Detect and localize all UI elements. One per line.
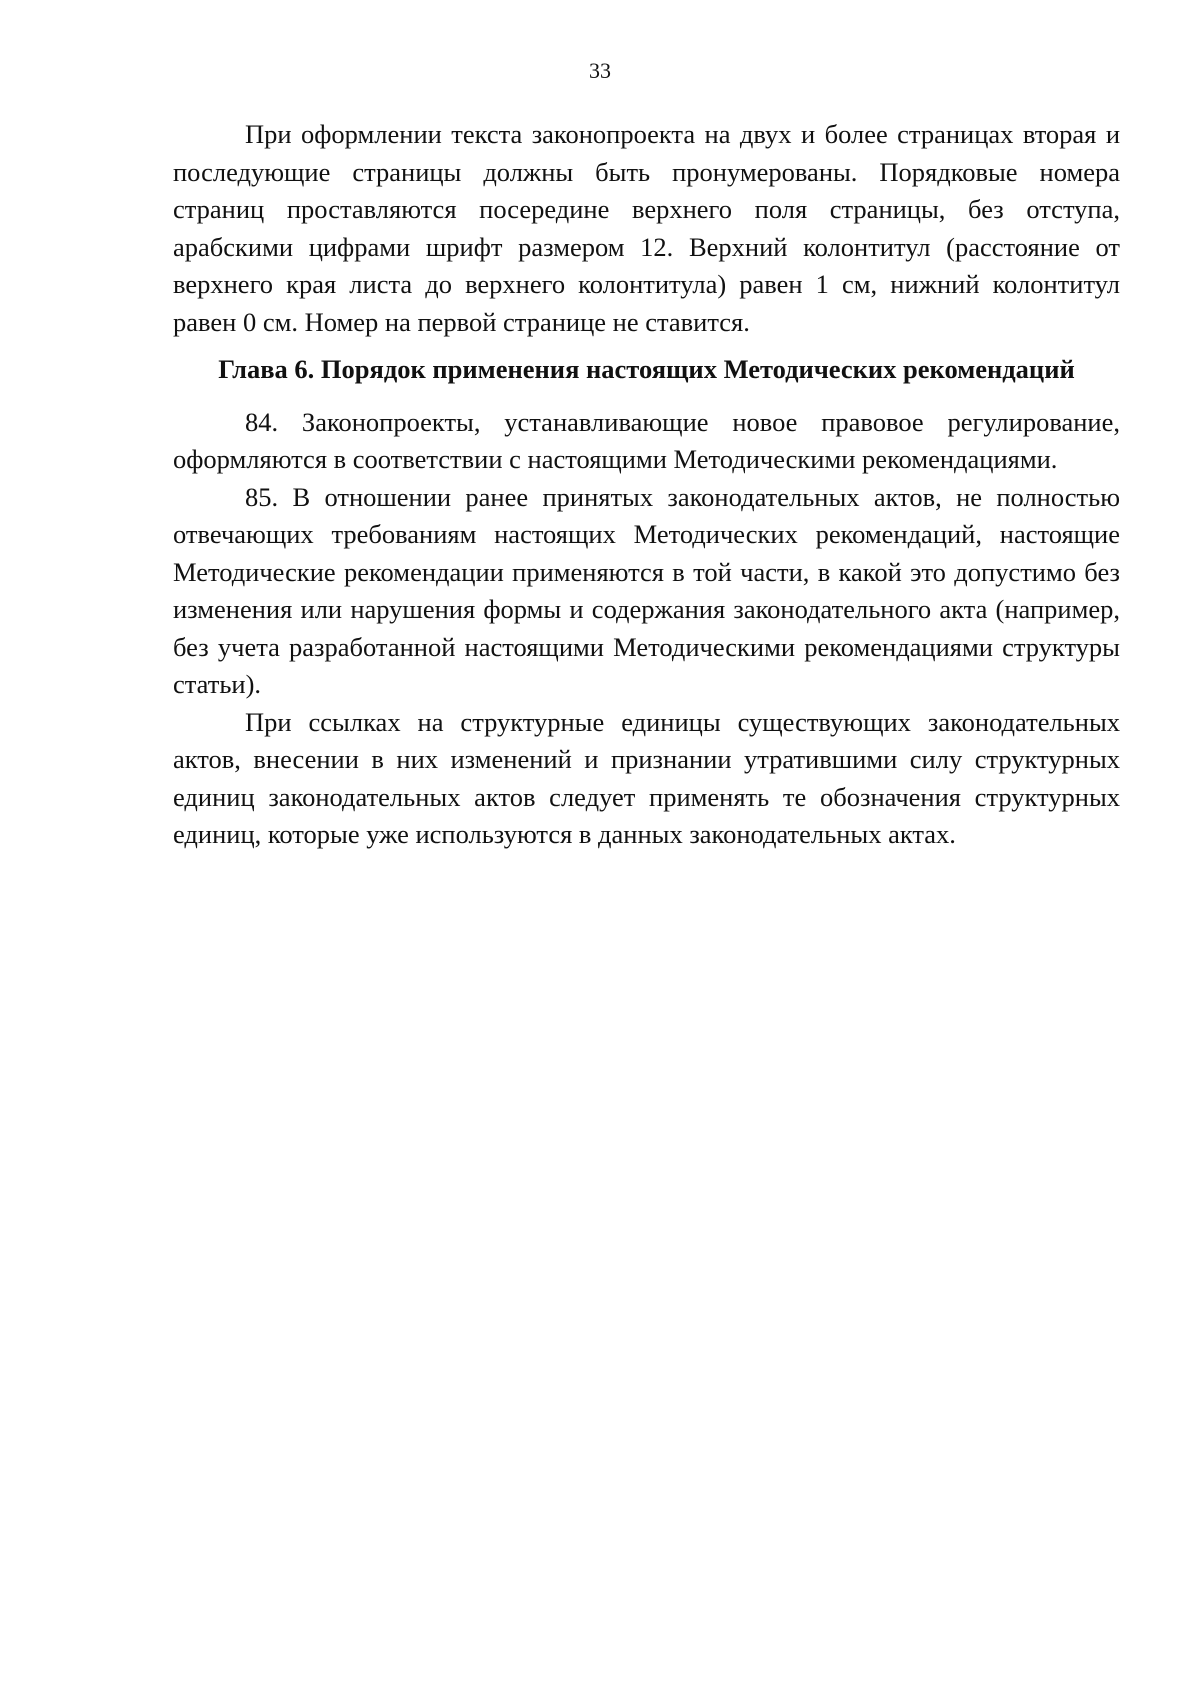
paragraph-references: При ссылках на структурные единицы существующих законодательных актов, внесении в них изменений и признании утратившими силу структурных единиц законодательных актов следует применять те обозначения структурных единиц, которые уже используются в данных законодательных актах.	[173, 706, 1120, 849]
paragraph-item-85: 85. В отношении ранее принятых законодательных актов, не полностью отвечающих требованиям настоящих Методических рекомендаций, настоящие Методические рекомендации применяются в той части, в какой это допустимо без изменения или нарушения формы и содержания законодательного акта (например, без учета разработанной настоящими Методическими рекомендациями структуры статьи).	[173, 481, 1120, 699]
chapter-heading: Глава 6. Порядок применения настоящих Методических рекомендаций	[218, 354, 1075, 384]
page-number: 33	[589, 58, 611, 83]
paragraph-item-84: 84. Законопроекты, устанавливающие новое правовое регулирование, оформляются в соответствии с настоящими Методическими рекомендациями.	[173, 406, 1120, 474]
page-body	[173, 116, 1120, 854]
paragraph-page-numbering: При оформлении текста законопроекта на двух и более страницах вторая и последующие страницы должны быть пронумерованы. Порядковые номера страниц проставляются посередине верхнего поля страницы, без отступа, арабскими цифрами шрифт размером 12. Верхний колонтитул (расстояние от верхнего края листа до верхнего колонтитула) равен 1 см, нижний колонтитул равен 0 см. Номер на первой странице не ставится.	[173, 119, 1120, 337]
